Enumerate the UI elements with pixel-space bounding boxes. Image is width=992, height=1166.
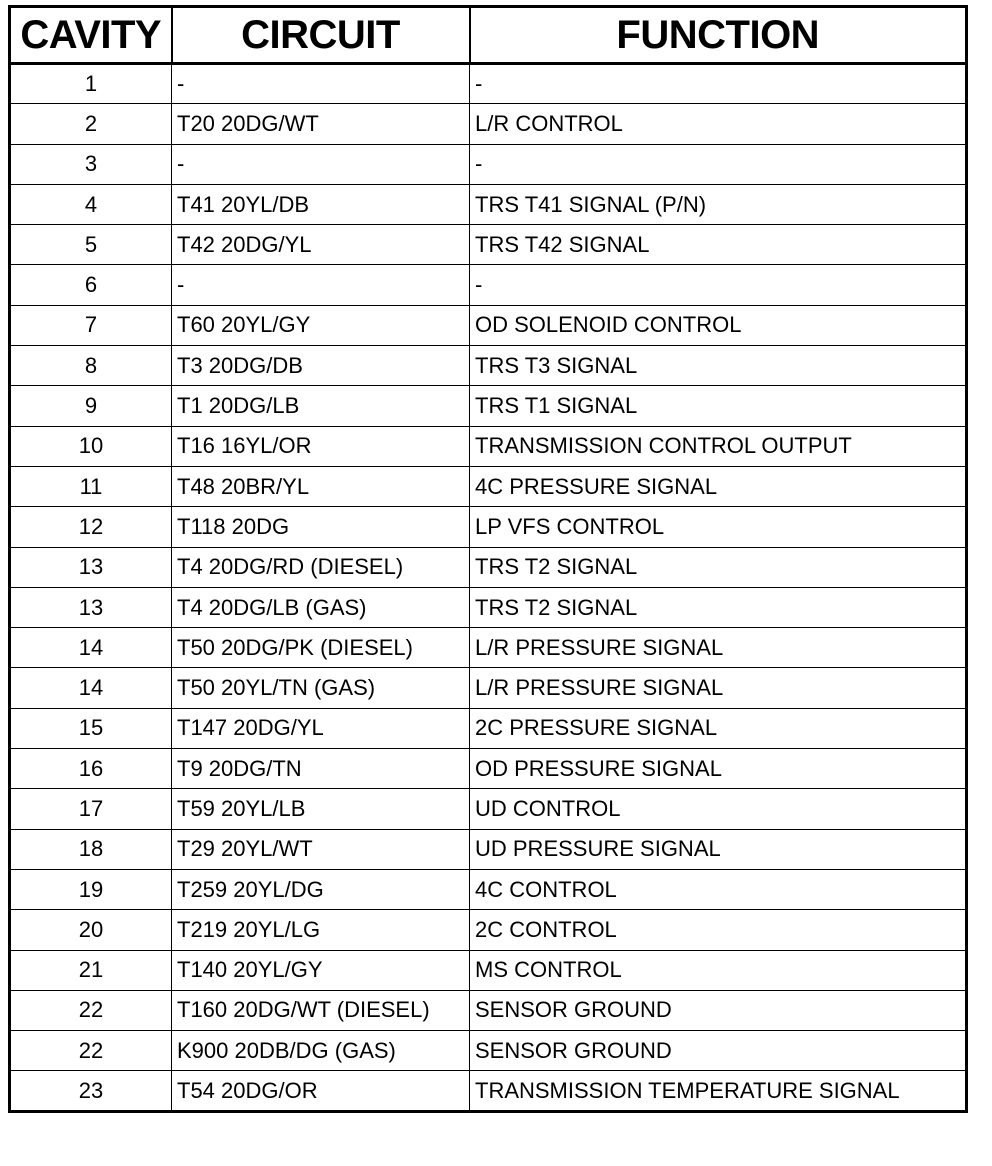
table-row [10,869,967,909]
cavity-cell: 13 [10,587,172,627]
table-row [10,1031,967,1071]
table-row [10,265,967,305]
function-cell: 4C PRESSURE SIGNAL [470,466,967,506]
function-cell: LP VFS CONTROL [470,507,967,547]
cavity-cell: 6 [10,265,172,305]
function-cell: TRS T2 SIGNAL [470,587,967,627]
table-row [10,829,967,869]
function-cell: TRS T42 SIGNAL [470,225,967,265]
cavity-cell: 4 [10,184,172,224]
table-row [10,587,967,627]
cavity-cell: 1 [10,64,172,104]
circuit-cell: T259 20YL/DG [172,869,470,909]
table-row [10,144,967,184]
circuit-cell: T59 20YL/LB [172,789,470,829]
circuit-cell: T140 20YL/GY [172,950,470,990]
table-row [10,990,967,1030]
function-cell: 2C PRESSURE SIGNAL [470,708,967,748]
circuit-cell: T3 20DG/DB [172,346,470,386]
circuit-cell: - [172,144,470,184]
circuit-cell: T118 20DG [172,507,470,547]
table-row [10,950,967,990]
function-cell: 2C CONTROL [470,910,967,950]
cavity-cell: 21 [10,950,172,990]
function-cell: TRS T1 SIGNAL [470,386,967,426]
cavity-cell: 20 [10,910,172,950]
table-row [10,789,967,829]
circuit-cell: T20 20DG/WT [172,104,470,144]
table-row [10,910,967,950]
cavity-cell: 15 [10,708,172,748]
column-header-function: FUNCTION [470,7,967,64]
circuit-cell: T4 20DG/LB (GAS) [172,587,470,627]
circuit-cell: T219 20YL/LG [172,910,470,950]
cavity-cell: 14 [10,668,172,708]
function-cell: L/R PRESSURE SIGNAL [470,668,967,708]
function-cell: TRS T2 SIGNAL [470,547,967,587]
circuit-cell: T50 20YL/TN (GAS) [172,668,470,708]
circuit-cell: T16 16YL/OR [172,426,470,466]
table-row [10,708,967,748]
cavity-cell: 11 [10,466,172,506]
table-row [10,64,967,104]
table-row [10,305,967,345]
circuit-cell: T29 20YL/WT [172,829,470,869]
table-row [10,426,967,466]
cavity-cell: 17 [10,789,172,829]
cavity-cell: 22 [10,1031,172,1071]
function-cell: TRANSMISSION TEMPERATURE SIGNAL [470,1071,967,1111]
circuit-cell: T60 20YL/GY [172,305,470,345]
column-header-circuit: CIRCUIT [172,7,470,64]
cavity-cell: 2 [10,104,172,144]
circuit-cell: - [172,265,470,305]
table-header [10,7,967,64]
function-cell: UD CONTROL [470,789,967,829]
function-cell: L/R CONTROL [470,104,967,144]
circuit-cell: - [172,64,470,104]
cavity-cell: 7 [10,305,172,345]
cavity-cell: 3 [10,144,172,184]
circuit-cell: K900 20DB/DG (GAS) [172,1031,470,1071]
table-row [10,104,967,144]
cavity-cell: 22 [10,990,172,1030]
connector-pinout-table-container [8,5,965,1113]
circuit-cell: T1 20DG/LB [172,386,470,426]
table-row [10,225,967,265]
circuit-cell: T41 20YL/DB [172,184,470,224]
cavity-cell: 13 [10,547,172,587]
function-cell: L/R PRESSURE SIGNAL [470,628,967,668]
circuit-cell: T160 20DG/WT (DIESEL) [172,990,470,1030]
cavity-cell: 18 [10,829,172,869]
cavity-cell: 5 [10,225,172,265]
table-row [10,507,967,547]
cavity-cell: 10 [10,426,172,466]
function-cell: OD SOLENOID CONTROL [470,305,967,345]
table-row [10,668,967,708]
circuit-cell: T54 20DG/OR [172,1071,470,1111]
function-cell: TRANSMISSION CONTROL OUTPUT [470,426,967,466]
function-cell: - [470,64,967,104]
table-body [10,64,967,1112]
connector-pinout-table [8,5,968,1113]
cavity-cell: 23 [10,1071,172,1111]
table-row [10,346,967,386]
function-cell: MS CONTROL [470,950,967,990]
cavity-cell: 8 [10,346,172,386]
circuit-cell: T42 20DG/YL [172,225,470,265]
function-cell: TRS T41 SIGNAL (P/N) [470,184,967,224]
function-cell: - [470,144,967,184]
table-row [10,466,967,506]
circuit-cell: T48 20BR/YL [172,466,470,506]
circuit-cell: T9 20DG/TN [172,749,470,789]
cavity-cell: 9 [10,386,172,426]
circuit-cell: T50 20DG/PK (DIESEL) [172,628,470,668]
table-row [10,547,967,587]
table-row [10,1071,967,1111]
function-cell: - [470,265,967,305]
function-cell: UD PRESSURE SIGNAL [470,829,967,869]
function-cell: TRS T3 SIGNAL [470,346,967,386]
cavity-cell: 14 [10,628,172,668]
circuit-cell: T147 20DG/YL [172,708,470,748]
table-row [10,184,967,224]
table-row [10,749,967,789]
function-cell: OD PRESSURE SIGNAL [470,749,967,789]
header-row [10,7,967,64]
table-row [10,386,967,426]
column-header-cavity: CAVITY [10,7,172,64]
table-row [10,628,967,668]
function-cell: SENSOR GROUND [470,1031,967,1071]
function-cell: SENSOR GROUND [470,990,967,1030]
cavity-cell: 16 [10,749,172,789]
function-cell: 4C CONTROL [470,869,967,909]
cavity-cell: 12 [10,507,172,547]
circuit-cell: T4 20DG/RD (DIESEL) [172,547,470,587]
cavity-cell: 19 [10,869,172,909]
